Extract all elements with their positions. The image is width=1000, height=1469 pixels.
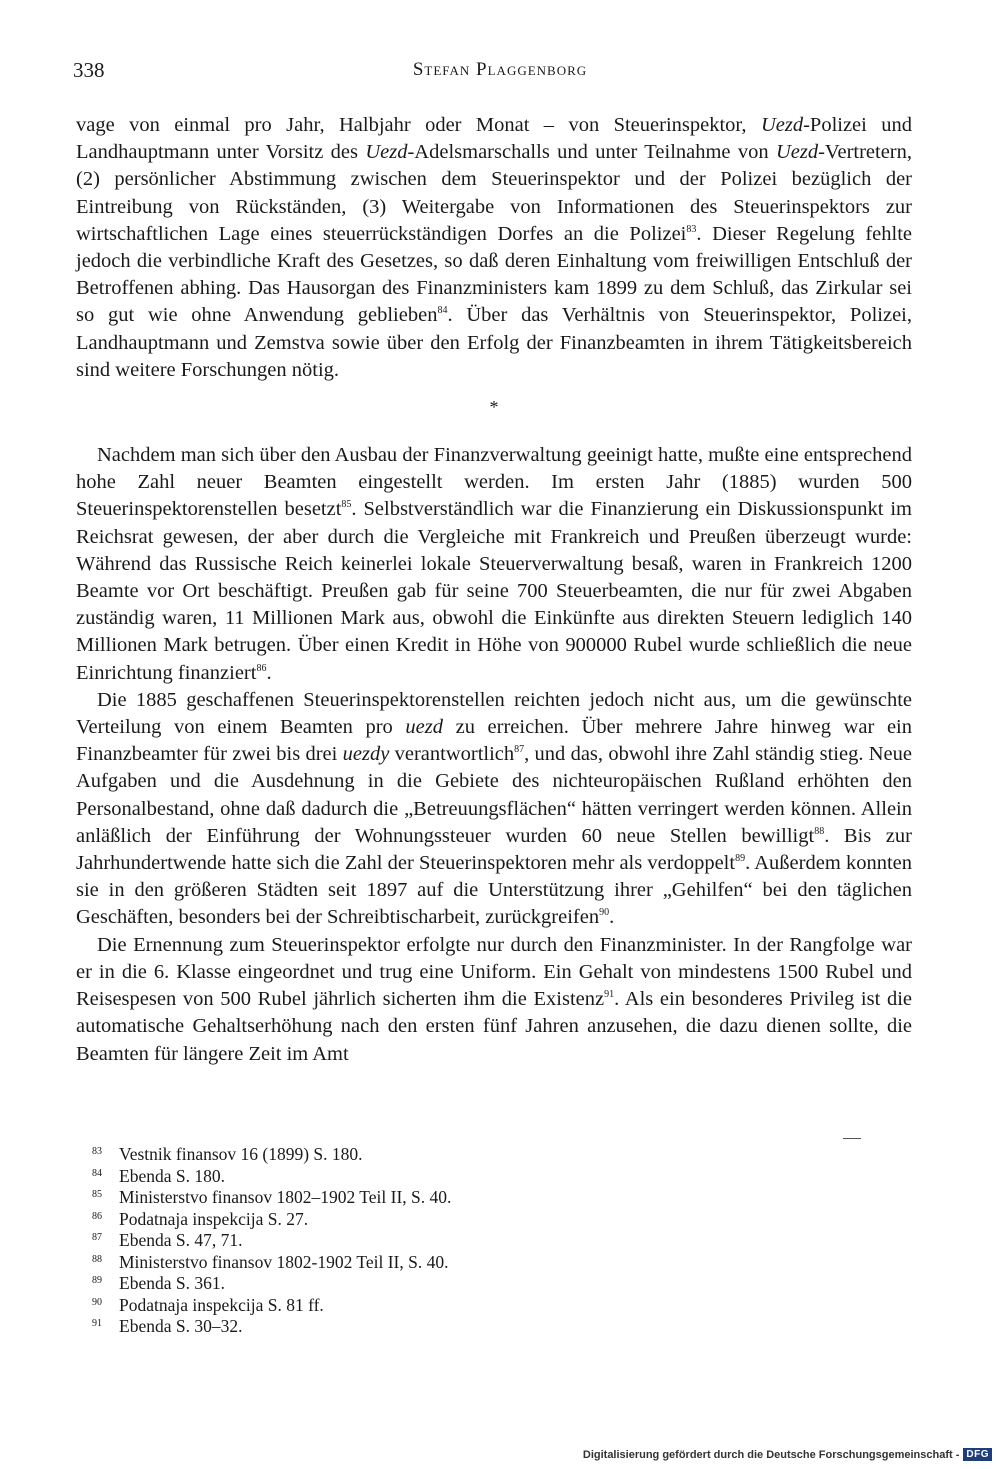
footnote-ref: 86 [256,662,267,674]
italic-term: Uezd [775,141,819,164]
digitization-notice [583,1448,992,1461]
footnote-item [92,1187,892,1209]
text-run: Nachdem man sich über den Ausbau der Finanzverwaltung geeinigt hatte, mußte eine entsprechend hohe Zahl neuer Beamten eingestellt werden. Im ersten Jahr (1885) wurden 500 Steuerinspektorenstellen besetzt [76,444,912,521]
italic-term: uezd [405,716,443,739]
footnote-text: Ebenda S. 30–32. [119,1316,243,1336]
footnote-number: 90 [92,1296,102,1308]
footnote-number: 84 [92,1167,102,1179]
text-run: , und das, obwohl ihre Zahl ständig stieg. Neue Aufgaben und die Ausdehnung in die Gebiete des nichteuropäischen Rußland erhöhten den Personalbestand, ohne daß dadurch die „Betreuungsflächen“ hätten verringert werden können. Allein anläßlich der Einführung der Wohnungssteuer wurden 60 neue Stellen bewilligt [76,743,912,847]
text-run: vage von einmal pro Jahr, Halbjahr oder Monat – von Steuerinspektor, [76,114,761,136]
italic-term: uezdy [342,743,390,766]
footnote-rule [843,1138,861,1139]
footnotes [92,1144,892,1338]
text-run: . Außerdem konnten sie in den größeren Städten seit 1897 auf die Unterstützung ihrer „Gehilfen“ bei den täglichen Geschäften, besonders bei der Schreibtischarbeit, zurückgreifen [76,852,912,929]
footnote-ref: 91 [604,989,615,1001]
footnote-ref: 90 [599,907,610,919]
text-run: Die 1885 geschaffenen Steuerinspektorenstellen reichten jedoch nicht aus, um die gewünschte Verteilung von einem Beamten pro [76,688,912,739]
footnote-number: 83 [92,1146,102,1157]
page-number: 338 [73,58,105,82]
footnote-item [92,1144,892,1166]
footnote-item [92,1230,892,1252]
footnote-number: 86 [92,1210,102,1222]
footnote-item [92,1166,892,1188]
footnote-item [92,1316,892,1338]
footnote-ref: 83 [686,223,697,235]
text-run: zu erreichen. Über mehrere Jahre hinweg war ein Finanzbeamter für zwei bis drei [76,716,912,766]
footnote-text: Ministerstvo finansov 1802–1902 Teil II, S. 40. [119,1187,452,1207]
text-run: -Polizei und Landhauptmann unter Vorsitz des [76,114,912,164]
text-run: . Als ein besonderes Privileg ist die automatische Gehaltserhöhung nach den ersten fünf Jahren anzusehen, die dazu dienen sollte, die Beamten für längere Zeit im Amt [76,988,913,1065]
paragraph-1 [76,112,912,384]
footnote-item [92,1209,892,1231]
text-run: . Dieser Regelung fehlte jedoch die verbindliche Kraft des Gesetzes, so daß deren Einhaltung vom freiwilligen Entschluß der Betroffenen abhing. Das Hausorgan des Finanzministers kam 1899 zu dem Schluß, das Zirkular sei so gut wie ohne Anwendung geblieben [76,222,912,327]
footnote-number: 91 [92,1318,102,1329]
text-run: verantwortlich [389,743,515,766]
footnote-text: Ebenda S. 180. [119,1165,225,1186]
body-text [76,112,912,1068]
footnote-text: Vestnik finansov 16 (1899) S. 180. [119,1144,363,1164]
footnote-number: 89 [92,1275,102,1286]
footnote-text: Ebenda S. 361. [119,1273,225,1293]
text-run: . Über das Verhältnis von Steuerinspektor, Polizei, Landhauptmann und Zemstva sowie über den Erfolg der Finanzbeamten in ihrem Tätigkeitsbereich sind weitere Forschungen nötig. [76,304,912,381]
footnote-ref: 85 [341,499,352,511]
footnote-text: Ministerstvo finansov 1802-1902 Teil II, S. 40. [119,1251,449,1272]
footnote-item [92,1252,892,1274]
footnote-text: Podatnaja inspekcija S. 27. [119,1208,309,1229]
text-run: . Bis zur Jahrhundertwende hatte sich die Zahl der Steuerinspektoren mehr als verdoppelt [76,824,912,875]
footnote-number: 88 [92,1253,102,1265]
paragraph-3 [76,687,912,932]
paragraph-4 [76,932,912,1068]
footnote-ref: 89 [735,853,746,865]
running-head: Stefan Plaggenborg [412,59,588,80]
footnote-ref: 84 [437,305,448,317]
footnote-item [92,1273,892,1295]
text-run: -Adelsmarschalls und unter Teilnahme von [407,141,776,164]
footnote-item [92,1295,892,1317]
footnote-ref: 87 [514,744,525,756]
digitization-notice-text: Digitalisierung gefördert durch die Deutsche Forschungsgemeinschaft - [582,1448,960,1461]
text-run: . [609,906,615,929]
italic-term: Uezd [760,114,804,136]
text-run: . [266,661,272,684]
italic-term: Uezd [365,141,408,164]
text-run: . Selbstverständlich war die Finanzierung ein Diskussionspunkt im Reichsrat gewesen, der aber durch die Vergleiche mit Frankreich und Preußen überzeugt wurde: Während das Russische Reich keinerlei lokale Steuerverwaltung besaß, waren in Frankreich 1200 Beamte vor Ort beschäftigt. Preußen gab für seine 700 Steuerbeamten, die nur für zwei Abgaben zuständig waren, 11 Millionen Mark aus, obwohl die Einkünfte aus direkten Steuern lediglich 140 Millionen Mark betrugen. Über einen Kredit in Höhe von 900000 Rubel wurde schließlich die neue Einrichtung finanziert [76,498,912,684]
footnote-number: 85 [92,1189,102,1200]
section-break-asterisk: * [489,397,499,418]
footnote-text: Podatnaja inspekcija S. 81 ff. [119,1294,324,1315]
dfg-logo: DFG [963,1448,992,1461]
paragraph-2 [76,442,912,687]
text-run: -Vertretern, (2) persönlicher Abstimmung zwischen dem Steuerinspektor und der Polizei bezüglich der Eintreibung von Rückständen, (3) Weitergabe von Informationen des Steuerinspektors zur wirtschaftlichen Lage eines steuerrückständigen Dorfes an die Polizei [76,141,913,245]
text-run: Die Ernennung zum Steuerinspektor erfolgte nur durch den Finanzminister. In der Rangfolge war er in die 6. Klasse eingeordnet und trug eine Uniform. Ein Gehalt von mindestens 1500 Rubel und Reisespesen von 500 Rubel jährlich sicherten ihm die Existenz [76,933,912,1011]
footnote-ref: 88 [814,826,825,838]
footnote-text: Ebenda S. 47, 71. [119,1230,243,1250]
footnote-number: 87 [92,1232,102,1243]
